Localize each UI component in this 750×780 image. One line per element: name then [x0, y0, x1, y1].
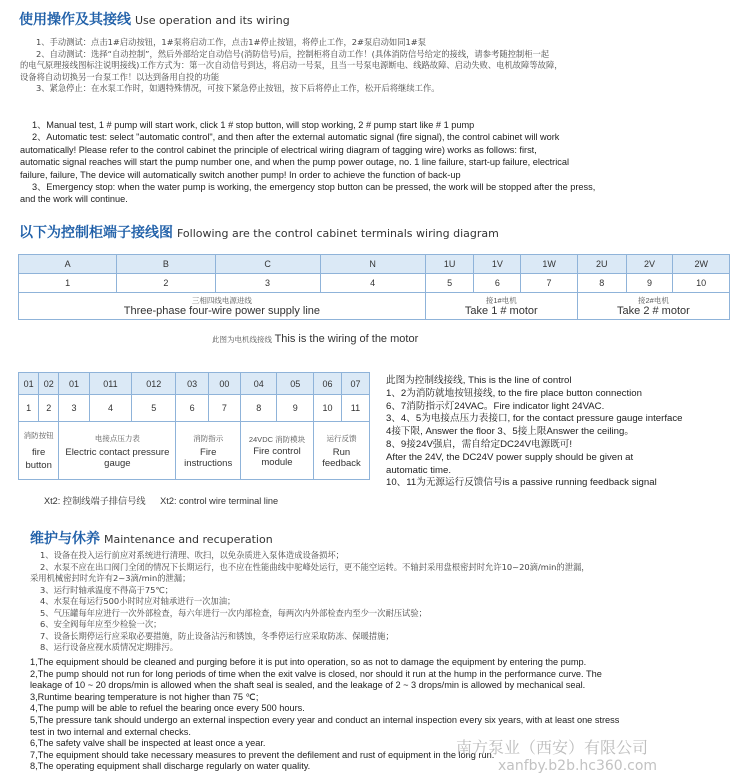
terminal-number: 2	[39, 395, 59, 422]
terminal-number: 6	[176, 395, 208, 422]
terminal-label: 04	[240, 373, 277, 395]
terminal-number: 4	[89, 395, 131, 422]
control-terminal-number-row	[19, 395, 370, 422]
terminal-label: 011	[89, 373, 131, 395]
terminal-number: 10	[673, 274, 730, 293]
watermark-site: xanfby.b2b.hc360.com	[498, 758, 658, 774]
terminal-label: 02	[39, 373, 59, 395]
terminal-number: 9	[277, 395, 314, 422]
terminal-number: 1	[19, 395, 39, 422]
terminal-label: A	[19, 255, 117, 274]
terminal-label: C	[215, 255, 320, 274]
terminal-number: 7	[208, 395, 240, 422]
desc-pressure-gauge: 电接点压力表 Electric contact pressure gauge	[59, 422, 176, 480]
terminal-number: 8	[240, 395, 277, 422]
group-motor-1: 接1#电机 Take 1 # motor	[425, 293, 577, 320]
control-terminal-header-row	[19, 373, 370, 395]
terminal-number: 3	[59, 395, 89, 422]
terminal-number: 5	[425, 274, 474, 293]
terminal-number: 4	[320, 274, 425, 293]
terminal-number: 3	[215, 274, 320, 293]
terminal-number: 2	[117, 274, 215, 293]
terminal-label: 00	[208, 373, 240, 395]
operation-en-text: 1、Manual test, 1 # pump will start work, click 1 # stop button, will stop working, 2 # pump start like # 1 pump 2、Automatic test: select "automatic control", and then after the external automatic signal (fire signal), the control cabinet will work automatically! Please refer to the control cabinet the principle of electrical wiring diagram of tagging wire) works as follows: first, automatic signal reaches will start the pump number one, and when the pump power outage, no. 1 line failure, start-up failure, electrical failure, failure, The device will automatically switch another pump! In order to achieve the function of back-up 3、Emergency stop: when the water pump is working, the emergency stop button can be pressed, the work will be stopped after the press, and the work will continue.	[20, 120, 596, 205]
section-title-terminals: 以下为控制柜端子接线图 Following are the control cabinet terminals wiring diagram	[19, 225, 499, 241]
terminal-label: 01	[59, 373, 89, 395]
motor-terminal-header-row	[19, 255, 730, 274]
control-table-caption: Xt2: 控制线端子排信号线 Xt2: control wire terminal line	[44, 496, 279, 506]
operation-cn-text: 1、手动测试：点击1#启动按钮，1#泵将启动工作，点击1#停止按钮，将停止工作，2#泵启动如同1#泵 2、自动测试：选择“自动控制”，然后外部给定自动信号(消防信号)后，控制柜将自动工作！(具体消防信号给定的接线，请参考随控制柜一起 的电气原理接线图标注说明接线)工作方式为：第一次自动信号到达，将启动一号泵，且当一号泵电源断电、线路故障、启动失败、电机故障等故障， 设备将自动切换另一台泵工作！以达到备用自投的功能 3、紧急停止：在水泵工作时，如遇特殊情况，可按下紧急停止按钮，按下后将停止工作，松开后将继续工作。	[20, 37, 563, 94]
terminal-number: 6	[474, 274, 521, 293]
terminal-number: 9	[626, 274, 673, 293]
terminal-number: 8	[577, 274, 626, 293]
terminal-label: 01	[19, 373, 39, 395]
terminal-number: 7	[521, 274, 578, 293]
motor-terminal-number-row	[19, 274, 730, 293]
terminal-label: 07	[341, 373, 369, 395]
terminal-label: 1V	[474, 255, 521, 274]
motor-wiring-caption: 此图为电机线接线 This is the wiring of the motor	[212, 333, 419, 345]
desc-fire-instructions: 消防指示 Fire instructions	[176, 422, 241, 480]
section-title-operation: 使用操作及其接线 Use operation and its wiring	[19, 12, 290, 28]
terminal-label: 2U	[577, 255, 626, 274]
group-power-supply: 三相四线电源进线 Three-phase four-wire power supply line	[19, 293, 426, 320]
control-terminal-table	[18, 372, 370, 480]
maintenance-cn-text: 1、设备在投入运行前应对系统进行清理、吹扫，以免杂质进入泵体造成设备损坏； 2、水泵不应在出口阀门全闭的情况下长期运行，也不应在性能曲线中驼峰处运行，更不能空运转。不轴封采用盘根密封时允许10~20滴/min的泄漏， 采用机械密封时允许有2~3滴/min的泄漏； 3、运行时轴承温度不得高于75℃； 4、水泵在每运行500小时时应对轴承进行一次加油； 5、气压罐每年应进行一次外部检查，每六年进行一次内部检查，每两次内外部检查内至少一次耐压试验； 6、安全阀每年应至少检验一次； 7、设备长期停运行应采取必要措施，防止设备沾污和锈蚀，冬季停运行应采取防冻、保暖措施； 8、运行设备应视水质情况定期排污。	[30, 550, 590, 652]
desc-fire-button: 消防按钮 fire button	[19, 422, 59, 480]
terminal-number: 1	[19, 274, 117, 293]
motor-terminal-table	[18, 254, 730, 320]
terminal-label: N	[320, 255, 425, 274]
desc-run-feedback: 运行反馈 Run feedback	[314, 422, 370, 480]
terminal-label: 012	[132, 373, 176, 395]
maintenance-en-text: 1,The equipment should be cleaned and purging before it is put into operation, so as not to damage the equipment by entering the pump. 2,The pump should not run for long periods of time when the exit valve is closed, nor should it run at the hump in the performance curve. The leakage of 10 ~ 20 drops/min is allowed when the shaft seal is sealed, and the leakage of 2 ~ 3 drops/min is allowed by mechanical seal. 3,Runtime bearing temperature is not higher than 75 ℃; 4,The pump will be able to refuel the bearing once every 500 hours. 5,The pressure tank should undergo an external inspection every year and conduct an internal inspection every six years, with at least one stress test in two internal and external checks. 6,The safety valve shall be inspected at least once a year. 7,The equipment should take necessary measures to prevent the defilement and rust of equipment in the long run. 8,The operating equipment shall discharge regularly on water quality.	[30, 657, 620, 772]
group-motor-2: 接2#电机 Take 2 # motor	[577, 293, 729, 320]
control-wiring-notes: 此图为控制线接线, This is the line of control 1、2为消防就地按钮接线, to the fire place button connection 6、7消防指示灯24VAC。Fire indicator light 24VAC. 3、4、5为电接点压力表接口, for the contact pressure gauge interface 4接下限, Answer the floor 3、5接上限Answer the ceiling。 8、9接24V强启，需自给定DC24V电源既可! After the 24V, the DC24V power supply should be given at automatic time. 10、11为无源运行反馈信号is a passive running feedback signal	[386, 375, 683, 489]
terminal-label: 05	[277, 373, 314, 395]
terminal-label: 1U	[425, 255, 474, 274]
motor-terminal-group-row	[19, 293, 730, 320]
watermark-company: 南方泵业（西安）有限公司	[456, 738, 649, 757]
terminal-label: 06	[314, 373, 342, 395]
desc-fire-module: 24VDC 消防模块 Fire control module	[240, 422, 313, 480]
terminal-number: 10	[314, 395, 342, 422]
terminal-label: 2V	[626, 255, 673, 274]
terminal-number: 11	[341, 395, 369, 422]
terminal-label: 2W	[673, 255, 730, 274]
section-title-maintenance: 维护与休养 Maintenance and recuperation	[30, 531, 273, 547]
control-terminal-desc-row	[19, 422, 370, 480]
terminal-label: B	[117, 255, 215, 274]
terminal-number: 5	[132, 395, 176, 422]
terminal-label: 03	[176, 373, 208, 395]
terminal-label: 1W	[521, 255, 578, 274]
